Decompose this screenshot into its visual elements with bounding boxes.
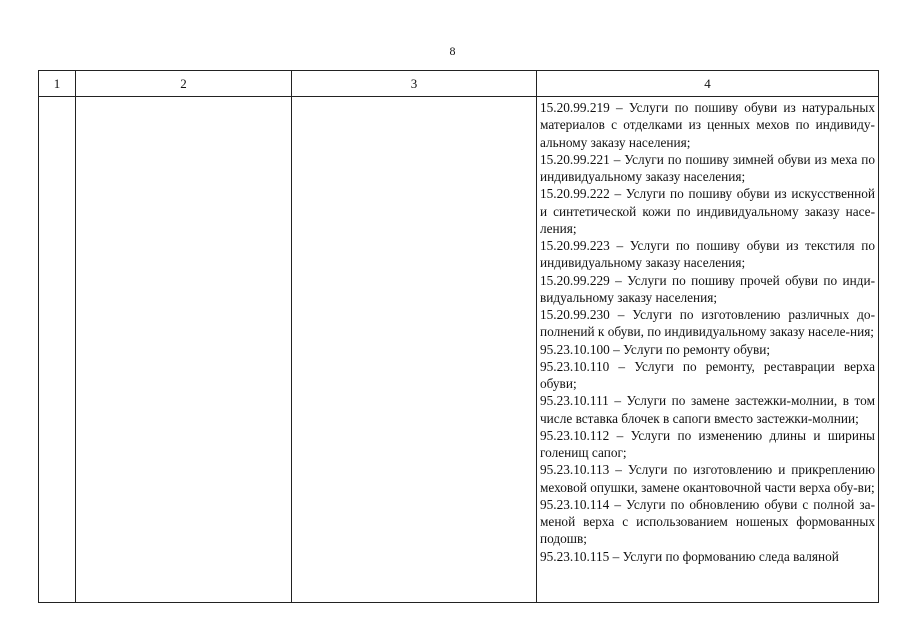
table-cell-col3 bbox=[292, 97, 537, 603]
table-cell-col4 bbox=[537, 97, 879, 603]
column-header-3: 3 bbox=[292, 71, 537, 97]
service-entry: 15.20.99.219 – Услуги по пошиву обуви из натуральных материалов с отделками из ценных мехов по индивиду-альному заказу населения; bbox=[540, 100, 875, 150]
service-entry: 95.23.10.110 – Услуги по ремонту, реставрации верха обуви; bbox=[540, 358, 875, 391]
service-entry: 15.20.99.230 – Услуги по изготовлению различных до-полнений к обуви, по индивидуальному заказу населе-ния; bbox=[540, 307, 875, 340]
table-cell-col1 bbox=[39, 97, 76, 603]
service-entry: 95.23.10.113 – Услуги по изготовлению и прикреплению меховой опушки, замене окантовочной части верха обу-ви; bbox=[540, 462, 875, 495]
services-table bbox=[38, 70, 879, 603]
service-entry: 95.23.10.114 – Услуги по обновлению обуви с полной за-меной верха с использованием ношеных формованных подошв; bbox=[540, 496, 875, 547]
page-number: 8 bbox=[449, 44, 456, 58]
service-entry: 95.23.10.111 – Услуги по замене застежки-молнии, в том числе вставка блочек в сапоги вместо застежки-молнии; bbox=[540, 393, 875, 426]
table-header-row bbox=[39, 71, 879, 97]
column-header-1: 1 bbox=[39, 71, 76, 97]
service-entry: 95.23.10.112 – Услуги по изменению длины и ширины голенищ сапог; bbox=[540, 427, 875, 460]
service-entry: 15.20.99.221 – Услуги по пошиву зимней обуви из меха по индивидуальному заказу населения; bbox=[540, 151, 875, 184]
service-entry: 15.20.99.229 – Услуги по пошиву прочей обуви по инди-видуальному заказу населения; bbox=[540, 272, 875, 305]
service-entry: 15.20.99.223 – Услуги по пошиву обуви из текстиля по индивидуальному заказу населения; bbox=[540, 238, 875, 271]
column-header-2: 2 bbox=[76, 71, 292, 97]
service-entry: 95.23.10.115 – Услуги по формованию следа валяной bbox=[540, 548, 839, 564]
service-entry: 15.20.99.222 – Услуги по пошиву обуви из искусственной и синтетической кожи по индивидуальному заказу насе-ления; bbox=[540, 186, 875, 236]
services-list bbox=[537, 97, 878, 602]
column-header-4: 4 bbox=[537, 71, 879, 97]
table-cell-col2 bbox=[76, 97, 292, 603]
table-row bbox=[39, 97, 879, 603]
service-entry: 95.23.10.100 – Услуги по ремонту обуви; bbox=[540, 341, 771, 357]
